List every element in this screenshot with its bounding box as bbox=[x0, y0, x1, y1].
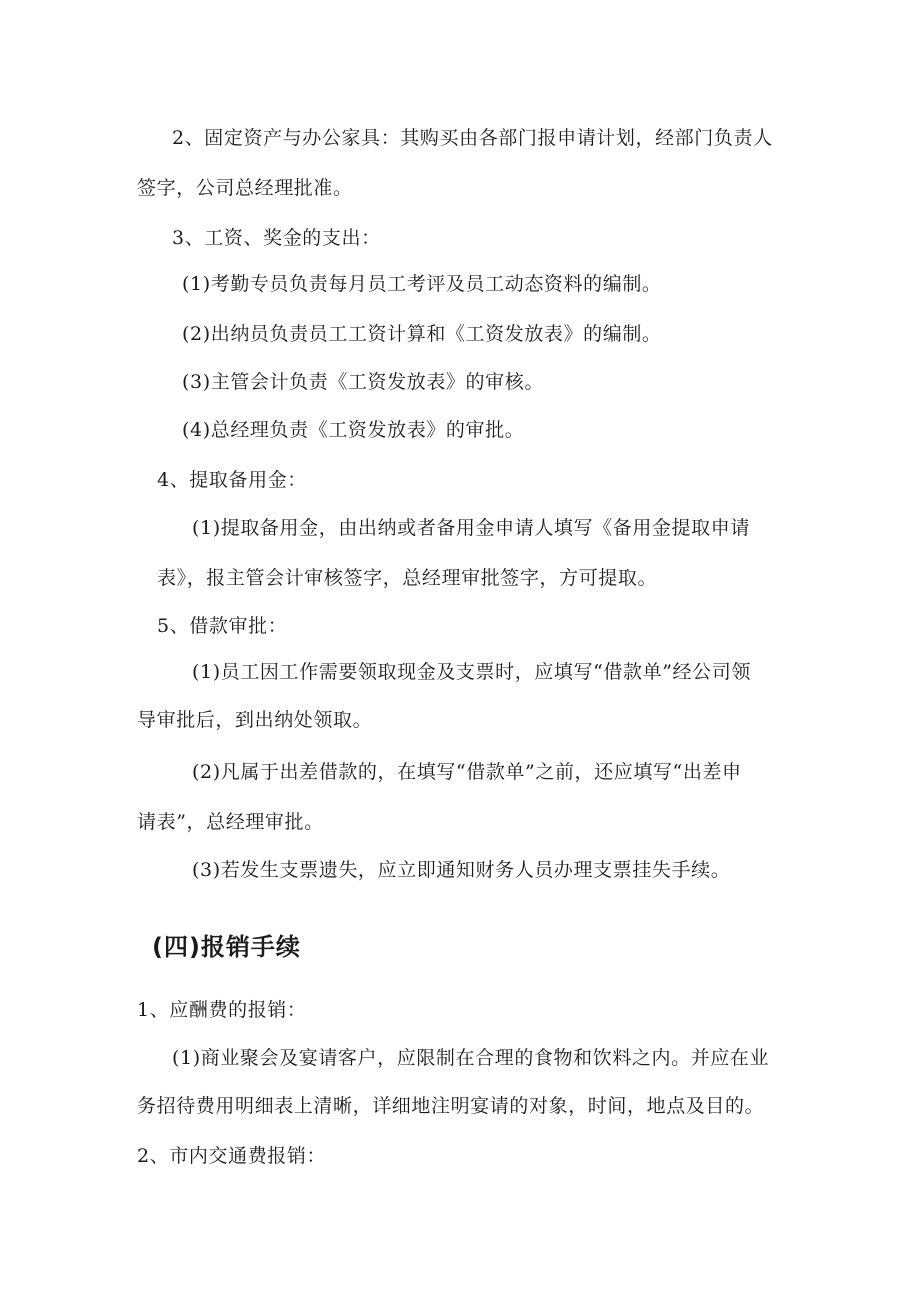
list-item: (1)员工因工作需要领取现金及支票时，应填写“借款单”经公司领 bbox=[192, 661, 751, 683]
list-item: (3)主管会计负责《工资发放表》的审核。 bbox=[182, 371, 544, 393]
list-item: (1)商业聚会及宴请客户，应限制在合理的食物和饮料之内。并应在业 bbox=[172, 1047, 770, 1069]
list-item: (4)总经理负责《工资发放表》的审批。 bbox=[182, 419, 525, 441]
paragraph-line: 签字，公司总经理批准。 bbox=[137, 177, 353, 199]
paragraph-line: 务招待费用明细表上清晰，详细地注明宴请的对象，时间，地点及目的。 bbox=[137, 1095, 765, 1117]
list-item: (3)若发生支票遗失，应立即通知财务人员办理支票挂失手续。 bbox=[192, 859, 731, 881]
paragraph-line: 导审批后，到出纳处领取。 bbox=[137, 709, 373, 731]
paragraph-line: 2、市内交通费报销： bbox=[137, 1145, 327, 1167]
list-item: (2)凡属于出差借款的，在填写“借款单”之前，还应填写“出差申 bbox=[192, 761, 742, 783]
paragraph-line: 1、应酬费的报销： bbox=[137, 999, 307, 1021]
paragraph-line: 4、提取备用金： bbox=[157, 469, 307, 491]
paragraph-line: 2、固定资产与办公家具：其购买由各部门报申请计划，经部门负责人 bbox=[172, 127, 773, 149]
list-item: (2)出纳员负责员工工资计算和《工资发放表》的编制。 bbox=[182, 323, 662, 345]
paragraph-line: 5、借款审批： bbox=[157, 615, 288, 637]
section-heading: (四)报销手续 bbox=[152, 933, 301, 961]
paragraph-line: 请表”，总经理审批。 bbox=[137, 811, 324, 833]
paragraph-line: 3、工资、奖金的支出： bbox=[172, 227, 381, 249]
list-item: (1)提取备用金，由出纳或者备用金申请人填写《备用金提取申请 bbox=[192, 517, 750, 539]
paragraph-line: 表》，报主管会计审核签字，总经理审批签字，方可提取。 bbox=[157, 567, 658, 589]
list-item: (1)考勤专员负责每月员工考评及员工动态资料的编制。 bbox=[182, 273, 662, 295]
